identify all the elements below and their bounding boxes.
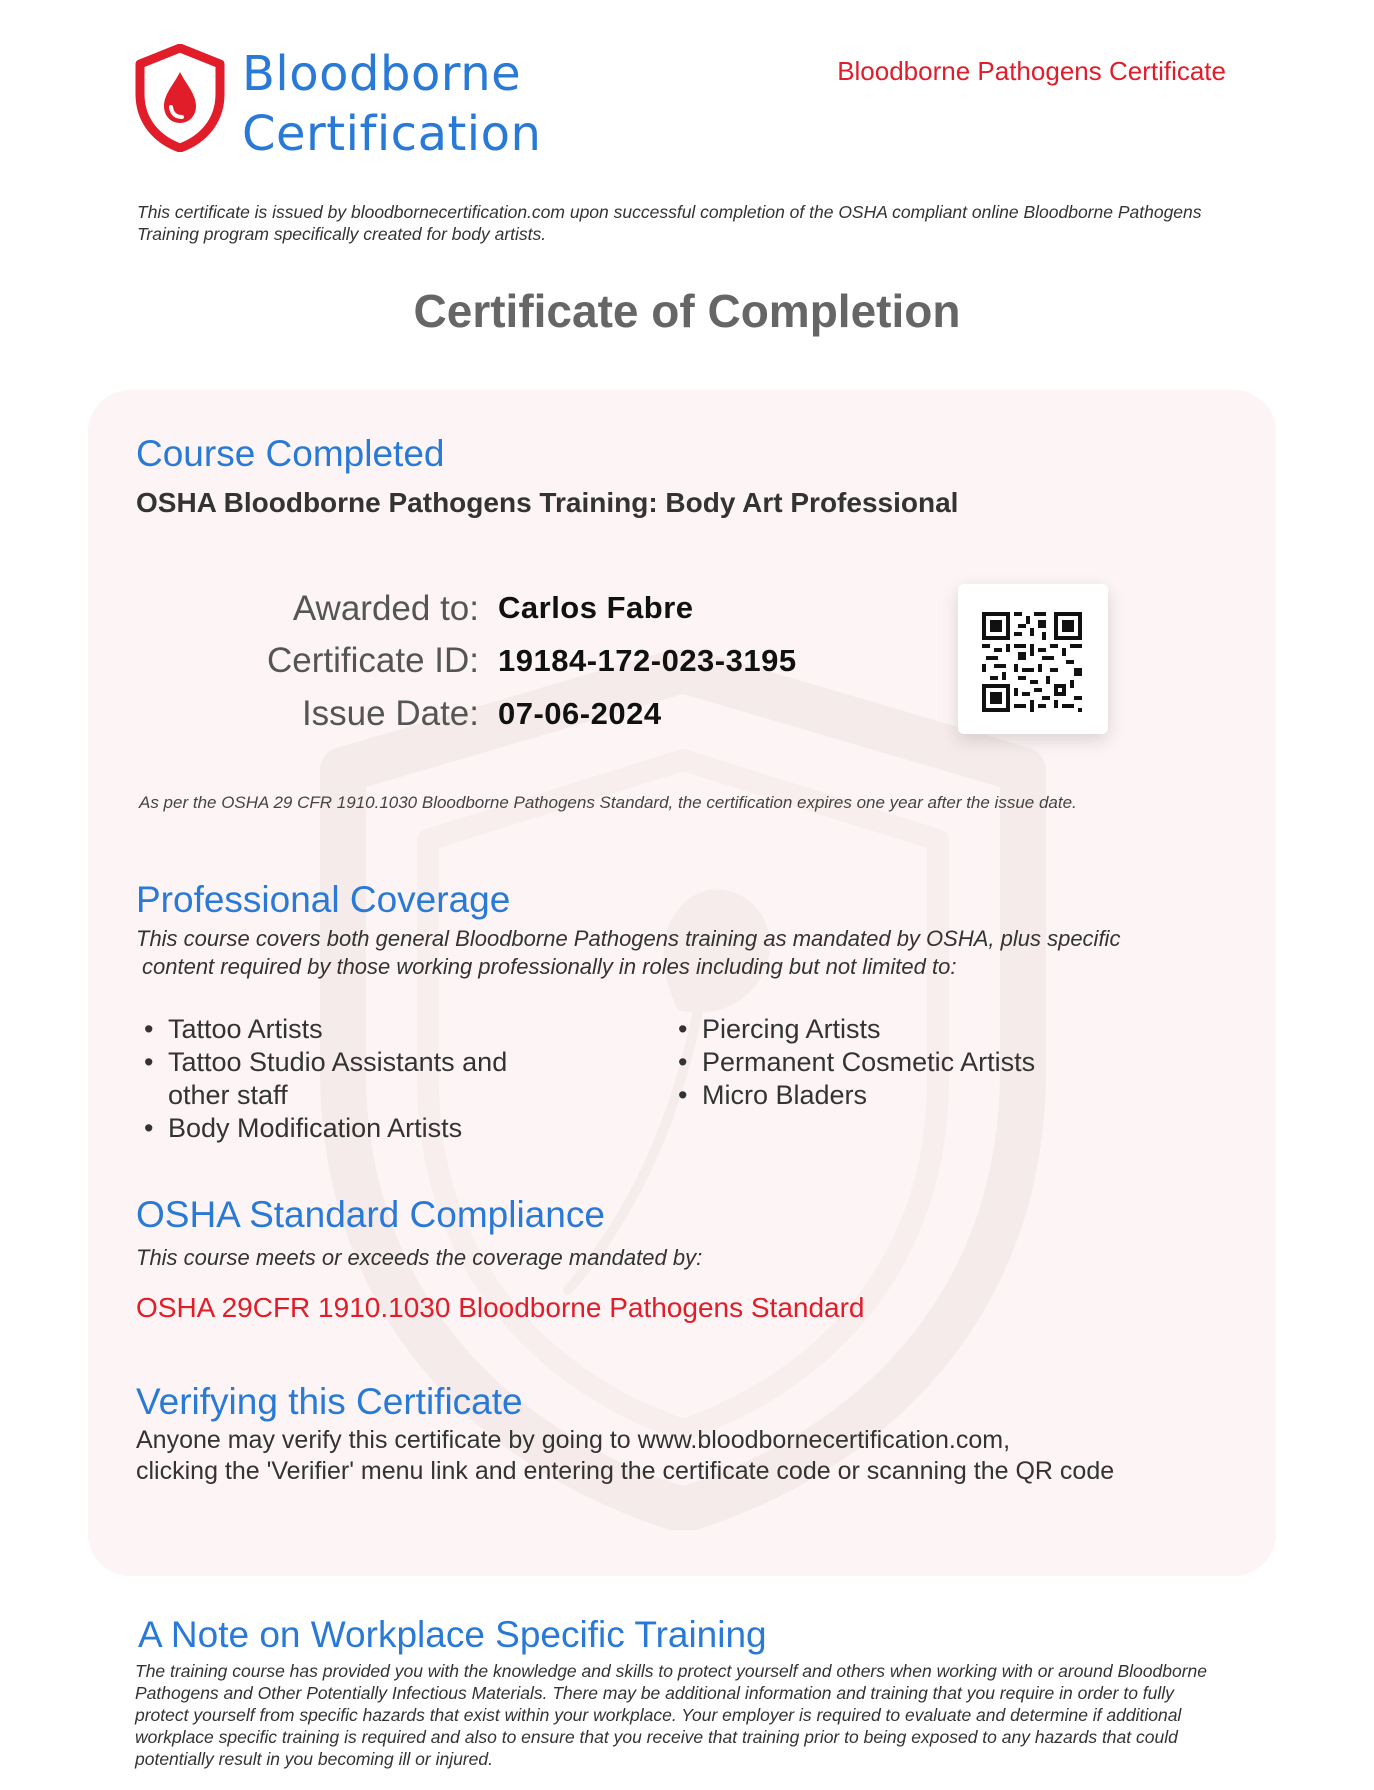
verify-text-line2: clicking the 'Verifier' menu link and entering the certificate code or scanning the QR code xyxy=(136,1457,1115,1485)
note-text: The training course has provided you with the knowledge and skills to protect yourself and others when working with or around Bloodborne Pathogens and Other Potentially Infectious Materials. There may be additional information and training that you require in order to fully protect yourself from specific hazards that exist within your workplace. Your employer is required to evaluate and determine if additional workplace specific training is required and also to ensure that you receive that training prior to being exposed to any hazards that could potentially result in you becoming ill or injured. xyxy=(135,1661,1208,1769)
brand-name xyxy=(242,44,541,164)
course-heading: Course Completed xyxy=(136,433,445,474)
note-heading: A Note on Workplace Specific Training xyxy=(138,1614,767,1655)
list-item: • Piercing Artists xyxy=(670,1013,1170,1046)
intro-text: This certificate is issued by bloodbornecertification.com upon successful completion of the OSHA compliant online Bloodborne Pathogens Training program specifically created for body artists. xyxy=(137,202,1202,244)
verify-text xyxy=(136,1425,1114,1487)
compliance-standard: OSHA 29CFR 1910.1030 Bloodborne Pathogens Standard xyxy=(136,1292,865,1323)
brand-name-line1: Bloodborne xyxy=(242,46,522,102)
coverage-text xyxy=(136,925,1236,981)
roles-list-right xyxy=(670,1013,1170,1112)
coverage-heading: Professional Coverage xyxy=(136,879,511,920)
qr-code-card[interactable] xyxy=(958,584,1108,734)
brand-name-line2: Certification xyxy=(242,106,542,162)
awarded-to-label: Awarded to: xyxy=(292,589,479,628)
list-item: • Body Modification Artists xyxy=(136,1112,556,1145)
page-title: Certificate of Completion xyxy=(413,285,961,337)
issue-date-value: 07-06-2024 xyxy=(498,696,662,731)
list-item: • Micro Bladers xyxy=(670,1079,1170,1112)
verify-heading: Verifying this Certificate xyxy=(136,1381,523,1422)
certificate-id-label: Certificate ID: xyxy=(267,641,479,680)
shield-blood-drop-icon xyxy=(134,44,226,152)
list-item: • Tattoo Artists xyxy=(136,1013,556,1046)
roles-list-left xyxy=(136,1013,556,1145)
course-name: OSHA Bloodborne Pathogens Training: Body Art Professional xyxy=(136,487,959,518)
brand-logo xyxy=(134,44,541,164)
list-item: • Permanent Cosmetic Artists xyxy=(670,1046,1170,1079)
certificate-type-label: Bloodborne Pathogens Certificate xyxy=(837,56,1226,86)
certificate-id-value: 19184-172-023-3195 xyxy=(498,643,797,678)
coverage-text-line2: content required by those working professionally in roles including but not limited to: xyxy=(142,954,957,979)
qr-code-icon xyxy=(982,612,1082,712)
list-item: • Tattoo Studio Assistants and other staff xyxy=(136,1046,556,1112)
issue-date-label: Issue Date: xyxy=(301,694,479,733)
coverage-text-line1: This course covers both general Bloodborne Pathogens training as mandated by OSHA, plus specific xyxy=(136,926,1121,951)
expiry-note: As per the OSHA 29 CFR 1910.1030 Bloodborne Pathogens Standard, the certification expires one year after the issue date. xyxy=(139,793,1077,812)
verify-text-line1: Anyone may verify this certificate by going to www.bloodbornecertification.com, xyxy=(136,1426,1011,1454)
awarded-to-value: Carlos Fabre xyxy=(498,590,694,625)
compliance-heading: OSHA Standard Compliance xyxy=(136,1194,605,1235)
compliance-text: This course meets or exceeds the coverage mandated by: xyxy=(136,1245,703,1270)
